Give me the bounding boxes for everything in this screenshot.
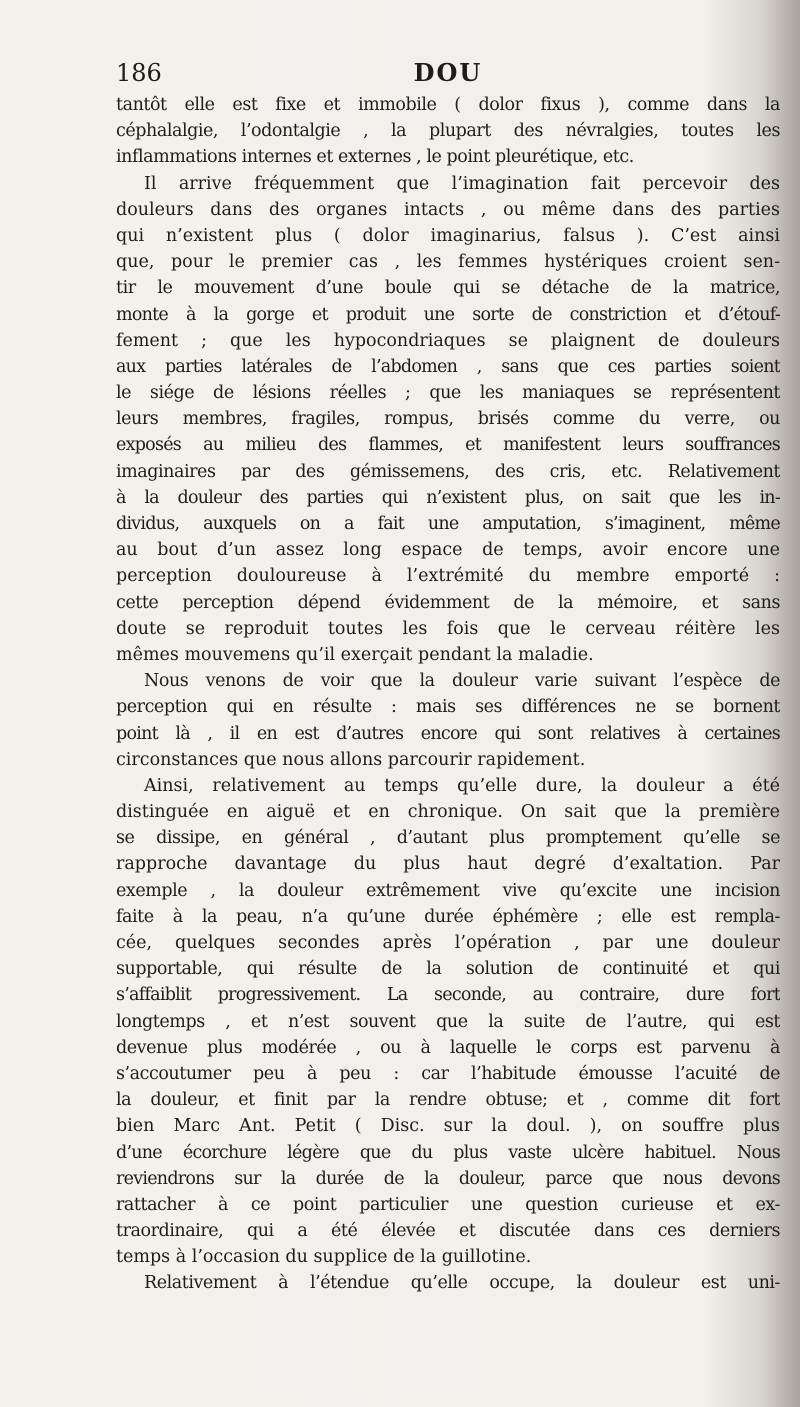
text-line: cée, quelques secondes après l’opération , par une douleur <box>116 933 780 953</box>
text-line: perception qui en résulte : mais ses différences ne se bornent <box>116 697 780 718</box>
text-line: rattacher à ce point particulier une question curieuse et ex- <box>116 1194 780 1215</box>
text-line: inflammations internes et externes , le point pleurétique, etc. <box>116 147 634 168</box>
text-line: tantôt elle est fixe et immobile ( dolor fixus ), comme dans la <box>116 95 780 115</box>
paragraph <box>116 773 780 1271</box>
text-line: exemple , la douleur extrêmement vive qu’excite une incision <box>116 880 780 901</box>
text-line: perception douloureuse à l’extrémité du membre emporté : <box>116 566 780 587</box>
text-line: leurs membres, fragiles, rompus, brisés comme du verre, ou <box>116 409 780 430</box>
paragraph <box>116 171 780 669</box>
paragraph <box>116 92 780 171</box>
text-line: Il arrive fréquemment que l’imagination fait percevoir des <box>144 173 780 194</box>
text-line: circonstances que nous allons parcourir rapidement. <box>116 749 586 770</box>
page-number: 186 <box>116 59 162 87</box>
text-line: exposés au milieu des flammes, et manifestent leurs souffrances <box>116 435 780 456</box>
text-line: qui n’existent plus ( dolor imaginarius, falsus ). C’est ainsi <box>116 225 780 246</box>
text-line: Nous venons de voir que la douleur varie suivant l’espèce de <box>144 671 780 692</box>
text-line: se dissipe, en général , d’autant plus promptement qu’elle se <box>116 828 780 849</box>
text-line: devenue plus modérée , ou à laquelle le corps est parvenu à <box>116 1037 780 1058</box>
text-line: faite à la peau, n’a qu’une durée éphémère ; elle est rempla- <box>116 906 780 927</box>
text-line: aux parties latérales de l’abdomen , sans que ces parties soient <box>116 356 780 377</box>
text-line: reviendrons sur la durée de la douleur, parce que nous devons <box>116 1168 780 1189</box>
text-line: fement ; que les hypocondriaques se plaignent de douleurs <box>116 330 780 351</box>
text-line: que, pour le premier cas , les femmes hystériques croient sen- <box>116 252 780 273</box>
text-line: doute se reproduit toutes les fois que le cerveau réitère les <box>116 618 780 639</box>
text-line: traordinaire, qui a été élevée et discutée dans ces derniers <box>116 1221 780 1242</box>
text-line: la douleur, et finit par la rendre obtuse; et , comme dit fort <box>116 1090 780 1111</box>
page-header <box>116 58 780 92</box>
text-line: s’affaiblit progressivement. La seconde, au contraire, dure fort <box>116 985 780 1006</box>
text-line: mêmes mouvemens qu’il exerçait pendant la maladie. <box>116 644 594 665</box>
text-line: à la douleur des parties qui n’existent plus, on sait que les in- <box>116 487 780 508</box>
running-head: DOU <box>413 58 483 87</box>
text-line: distinguée en aiguë et en chronique. On sait que la première <box>116 802 780 823</box>
text-line: temps à l’occasion du supplice de la guillotine. <box>116 1247 532 1268</box>
paragraph <box>116 668 780 773</box>
text-line: Ainsi, relativement au temps qu’elle dure, la douleur a été <box>144 775 780 796</box>
text-line: cette perception dépend évidemment de la mémoire, et sans <box>116 592 780 613</box>
paragraph <box>116 1270 780 1296</box>
text-line: Relativement à l’étendue qu’elle occupe, la douleur est uni- <box>144 1273 780 1294</box>
text-line: imaginaires par des gémissemens, des cris, etc. Relativement <box>116 461 780 482</box>
text-line: douleurs dans des organes intacts , ou même dans des parties <box>116 199 780 220</box>
text-line: monte à la gorge et produit une sorte de constriction et d’étouf- <box>116 304 780 325</box>
text-line: supportable, qui résulte de la solution de continuité et qui <box>116 959 780 980</box>
text-line: au bout d’un assez long espace de temps, avoir encore une <box>116 540 780 561</box>
text-line: céphalalgie, l’odontalgie , la plupart des névralgies, toutes les <box>116 121 780 142</box>
text-line: s’accoutumer peu à peu : car l’habitude émousse l’acuité de <box>116 1063 780 1084</box>
text-line: d’une écorchure légère que du plus vaste ulcère habituel. Nous <box>116 1142 780 1163</box>
text-line: longtemps , et n’est souvent que la suite de l’autre, qui est <box>116 1011 780 1032</box>
text-line: point là , il en est d’autres encore qui sont relatives à certaines <box>116 723 780 744</box>
text-line: bien Marc Ant. Petit ( Disc. sur la doul. ), on souffre plus <box>116 1116 780 1137</box>
text-line: le siége de lésions réelles ; que les maniaques se représentent <box>116 383 780 404</box>
text-line: tir le mouvement d’une boule qui se détache de la matrice, <box>116 278 780 299</box>
body-text <box>116 92 780 1297</box>
text-line: dividus, auxquels on a fait une amputation, s’imaginent, même <box>116 514 780 534</box>
text-line: rapproche davantage du plus haut degré d’exaltation. Par <box>116 854 780 875</box>
